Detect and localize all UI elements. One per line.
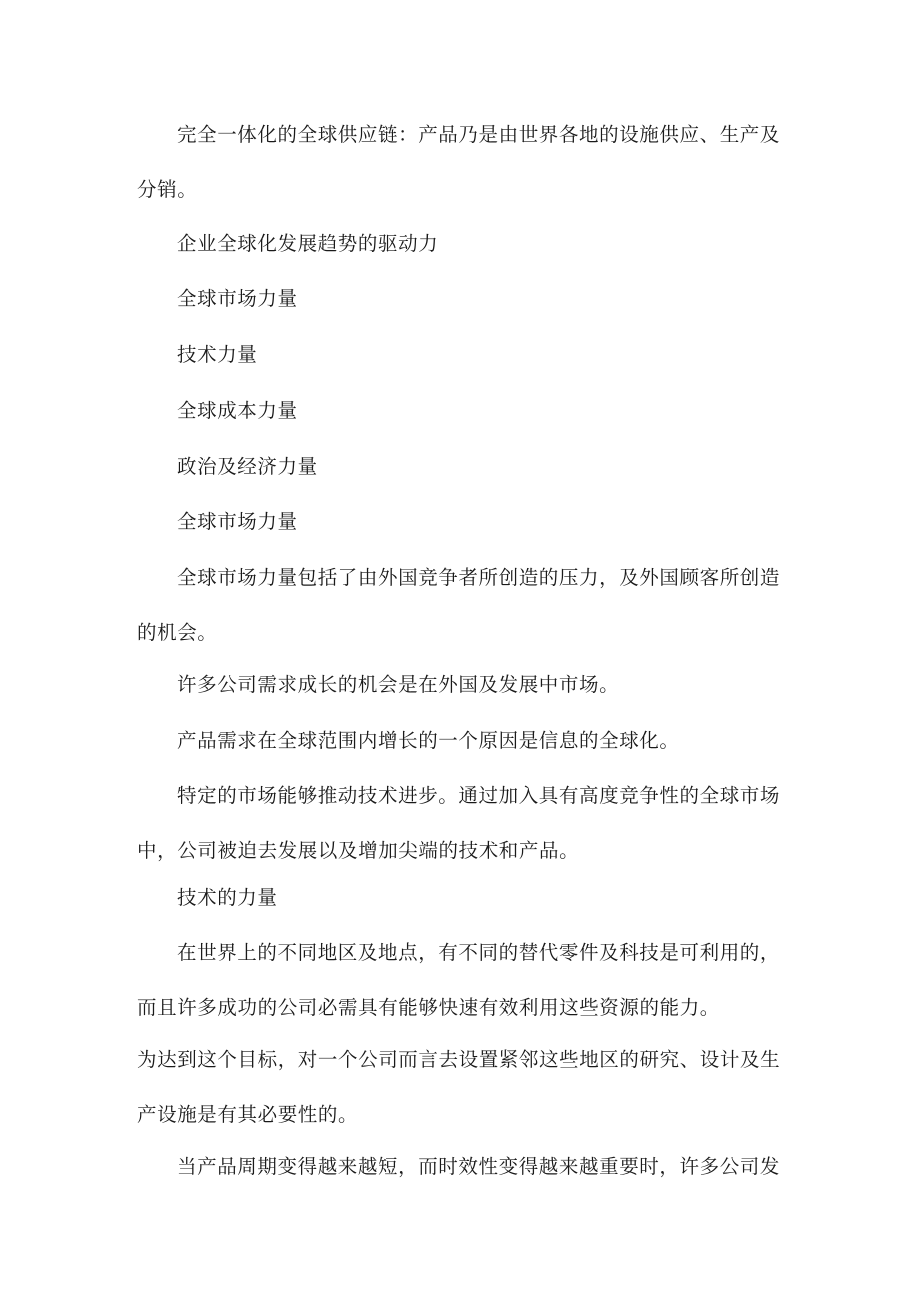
paragraph-product-cycle: 当产品周期变得越来越短，而时效性变得越来越重要时，许多公司发 xyxy=(177,1155,781,1178)
paragraph-global-cost-force: 全球成本力量 xyxy=(177,399,298,422)
paragraph-tech-heading: 技术的力量 xyxy=(177,886,278,909)
paragraph-growth-opportunity: 许多公司需求成长的机会是在外国及发展中市场。 xyxy=(177,673,620,696)
paragraph-market-drives-tech: 特定的市场能够推动技术进步。通过加入具有高度竞争性的全球市场中，公司被迫去发展以及增加尖端的技术和产品。 xyxy=(137,784,781,862)
paragraph-political-economic-force: 政治及经济力量 xyxy=(177,455,318,478)
paragraph-research-facilities: 为达到这个目标，对一个公司而言去设置紧邻这些地区的研究、设计及生产设施是有其必要性的。 xyxy=(137,1048,781,1126)
paragraph-alternative-parts: 在世界上的不同地区及地点，有不同的替代零件及科技是可利用的，而且许多成功的公司必需具有能够快速有效利用这些资源的能力。 xyxy=(137,941,781,1019)
paragraph-information-globalization: 产品需求在全球范围内增长的一个原因是信息的全球化。 xyxy=(177,729,680,752)
paragraph-supply-chain: 完全一体化的全球供应链：产品乃是由世界各地的设施供应、生产及分销。 xyxy=(137,123,781,201)
paragraph-technology-force: 技术力量 xyxy=(177,343,258,366)
paragraph-driving-forces-heading: 企业全球化发展趋势的驱动力 xyxy=(177,232,439,255)
paragraph-global-market-force: 全球市场力量 xyxy=(177,287,298,310)
paragraph-global-market-heading: 全球市场力量 xyxy=(177,510,298,533)
paragraph-market-pressure: 全球市场力量包括了由外国竞争者所创造的压力，及外国顾客所创造的机会。 xyxy=(137,566,781,644)
